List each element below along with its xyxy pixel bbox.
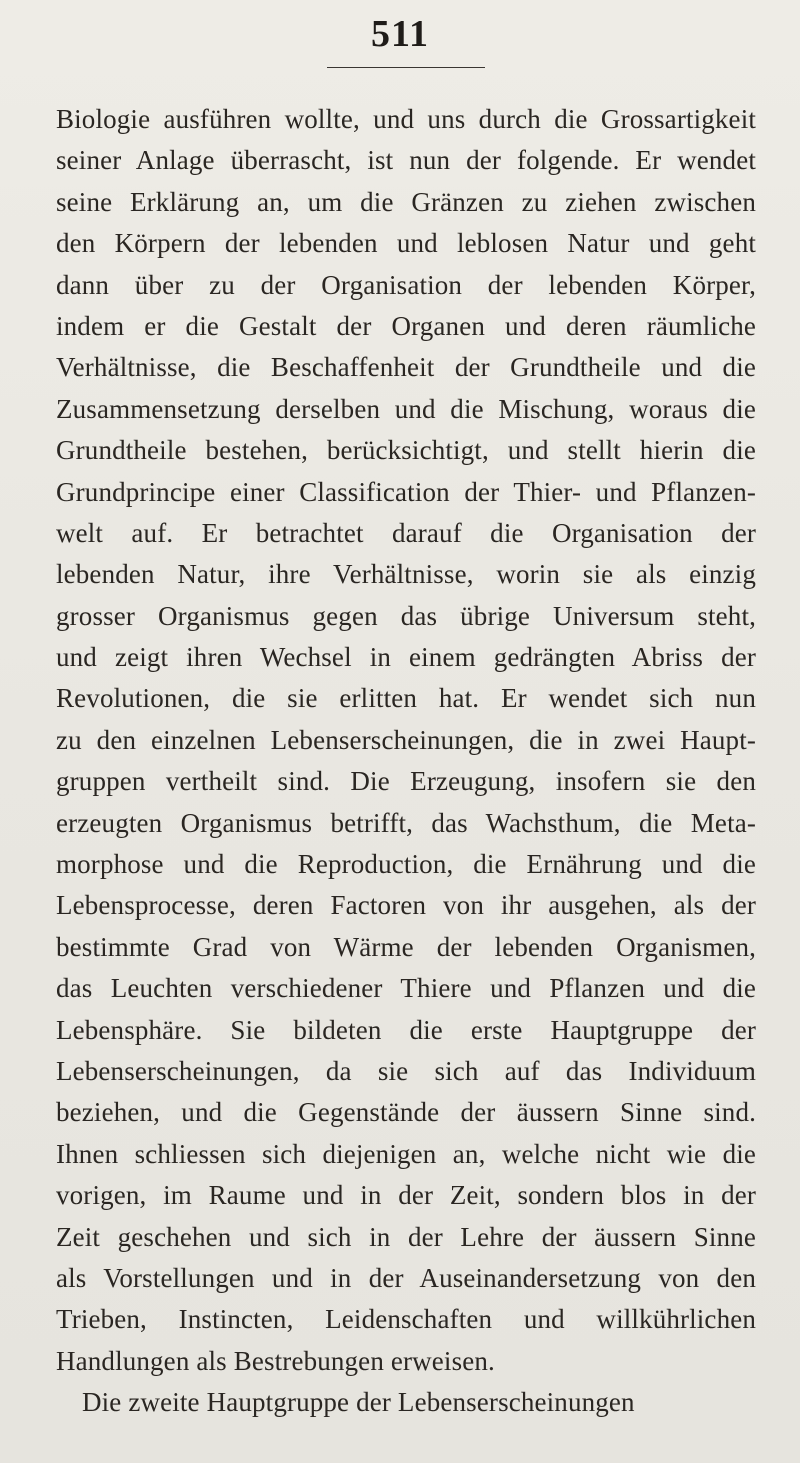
text-line: welt auf. Er betrachtet darauf die Organisation der <box>56 517 756 548</box>
text-line: den Körpern der lebenden und leblosen Natur und geht <box>56 228 756 259</box>
text-line: Lebensprocesse, deren Factoren von ihr ausgehen, als der <box>56 890 756 921</box>
header-rule <box>327 67 485 68</box>
text-line: Grundtheile bestehen, berücksichtigt, und stellt hierin die <box>56 435 756 466</box>
text-line: grosser Organismus gegen das übrige Universum steht, <box>56 600 756 631</box>
text-line: vorigen, im Raume und in der Zeit, sondern blos in der <box>56 1180 756 1211</box>
text-line: bestimmte Grad von Wärme der lebenden Organismen, <box>56 931 756 962</box>
text-line: seine Erklärung an, um die Gränzen zu ziehen zwischen <box>56 186 756 217</box>
text-line: indem er die Gestalt der Organen und deren räumliche <box>56 310 756 341</box>
text-line: Revolutionen, die sie erlitten hat. Er wendet sich nun <box>56 683 756 714</box>
text-line: und zeigt ihren Wechsel in einem gedrängten Abriss der <box>56 642 756 673</box>
text-line: Biologie ausführen wollte, und uns durch die Grossartigkeit <box>56 104 756 134</box>
text-line: das Leuchten verschiedener Thiere und Pflanzen und die <box>56 973 756 1004</box>
text-line: Grundprincipe einer Classification der Thier- und Pflanzen- <box>56 476 756 507</box>
text-line: Zusammensetzung derselben und die Mischung, woraus die <box>56 393 756 424</box>
text-line: morphose und die Reproduction, die Ernährung und die <box>56 849 756 880</box>
text-line: lebenden Natur, ihre Verhältnisse, worin sie als einzig <box>56 559 756 590</box>
page-number: 511 <box>371 13 429 55</box>
text-line: zu den einzelnen Lebenserscheinungen, die in zwei Haupt- <box>56 724 756 755</box>
text-line: Die zweite Hauptgruppe der Lebenserscheinungen <box>82 1387 635 1418</box>
text-line: Verhältnisse, die Beschaffenheit der Grundtheile und die <box>56 352 756 383</box>
text-line: gruppen vertheilt sind. Die Erzeugung, insofern sie den <box>56 766 756 797</box>
text-line: Handlungen als Bestrebungen erweisen. <box>56 1345 495 1376</box>
text-line: als Vorstellungen und in der Auseinandersetzung von den <box>56 1262 756 1293</box>
body-text <box>56 99 756 1424</box>
text-line: Lebenserscheinungen, da sie sich auf das Individuum <box>56 1055 756 1086</box>
text-line: Zeit geschehen und sich in der Lehre der äussern Sinne <box>56 1221 756 1252</box>
text-line: Ihnen schliessen sich diejenigen an, welche nicht wie die <box>56 1138 756 1169</box>
text-line: beziehen, und die Gegenstände der äussern Sinne sind. <box>56 1097 756 1128</box>
text-line: seiner Anlage überrascht, ist nun der folgende. Er wendet <box>56 145 756 176</box>
text-line: erzeugten Organismus betrifft, das Wachsthum, die Meta- <box>56 807 756 838</box>
text-line: dann über zu der Organisation der lebenden Körper, <box>56 269 756 300</box>
text-line: Lebensphäre. Sie bildeten die erste Hauptgruppe der <box>56 1014 756 1045</box>
text-line: Trieben, Instincten, Leidenschaften und willkührlichen <box>56 1304 756 1335</box>
